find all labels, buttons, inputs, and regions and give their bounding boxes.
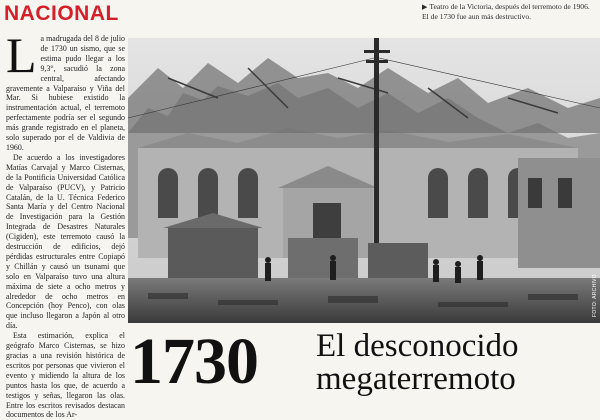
photo-credit: FOTO: ARCHIVO: [592, 274, 598, 317]
article-paragraph-1: [6, 27, 125, 153]
article-paragraph-2: De acuerdo a los investigadores Matías Carvajal y Marco Cisternas, de la Pontificia Universidad Católica de Valparaíso (PUCV), y Patricio Catalán, de la U. Técnica Federico Santa María y del Centro Nacional de Investigación para la Gestión Integrada de Desastres Naturales (Cigiden), este terremoto causó la destrucción de edificios, dejó pérdidas estructurales entre Copiapó y Chillán y causó un tsunami que solo en Valparaíso tuvo una altura máxima de siete a ocho metros y alrededor de ocho metros en Concepción (hoy Penco), con olas que incluso llegaron a Japón al otro día.: [6, 152, 125, 331]
headline-line-2: megaterremoto: [316, 361, 516, 397]
ruins-photo-illustration: [128, 38, 600, 323]
headline-year: 1730: [130, 325, 258, 398]
paragraph-text: a madrugada del 8 de julio de 1730 un sismo, que se estima pudo llegar a los 9,3°, sacudió la zona central, afectando gravemente a Valparaíso y Viña del Mar. Si hubiese existido la instrumentación actual, el terremoto perfectamente podría ser el segundo más grande registrado en el planeta, solo superado por el de Valdivia de 1960.: [6, 34, 125, 152]
article-paragraph-3: Esta estimación, explica el geógrafo Marco Cisternas, se hizo gracias a una revisión histórica de escritos por personas que vivieron el evento y midiendo la altura de los puntos hasta los que, de acuerdo a testigos y señas, llegaron las olas. Entre los escritos revisados destacan documentos de los Ar-: [6, 331, 125, 420]
drop-cap: L: [6, 27, 37, 83]
photo-caption-text: Teatro de la Victoria, después del terremoto de 1906. El de 1730 fue aun más destructivo.: [422, 2, 590, 21]
photo-caption: [422, 2, 598, 22]
section-title: NACIONAL: [4, 2, 119, 25]
headline-title: [316, 330, 519, 396]
article-body: [6, 27, 125, 420]
caption-arrow-icon: ▶: [422, 3, 428, 11]
earthquake-photo: [128, 38, 600, 323]
headline-line-1: El desconocido: [316, 328, 519, 364]
